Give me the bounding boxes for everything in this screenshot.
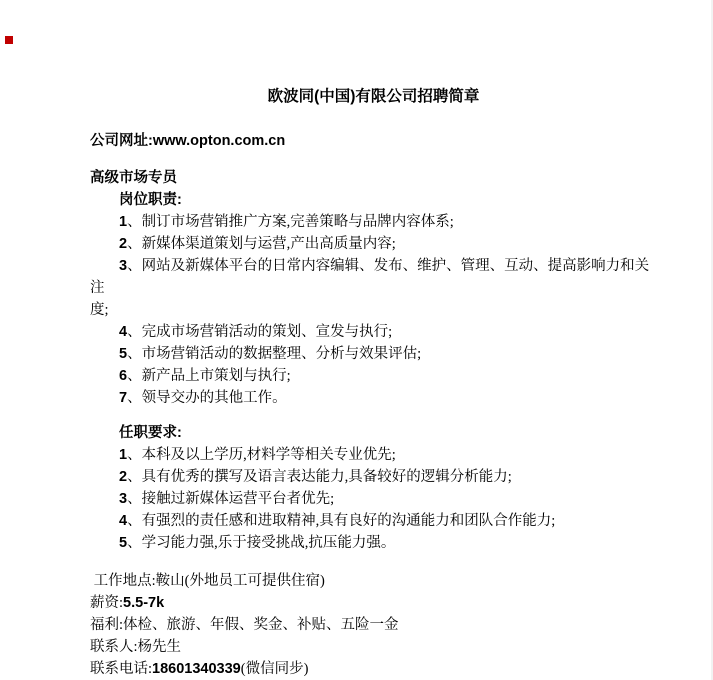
- job-info-block: [90, 570, 657, 680]
- contact-person-line: 联系人:杨先生: [90, 639, 182, 655]
- requirement-item-1-text: 、本科及以上学历,材料学等相关专业优先;: [127, 447, 396, 463]
- duty-item-1-text: 、制订市场营销推广方案,完善策略与品牌内容体系;: [127, 214, 454, 230]
- requirement-item-2-number: 2: [119, 469, 128, 485]
- requirement-item-3: [90, 488, 657, 510]
- duty-item-4-number: 4: [119, 324, 128, 340]
- doc-title: 欧波同(中国)有限公司招聘简章: [267, 88, 480, 105]
- salary-value: 5.5-7k: [123, 595, 165, 611]
- duty-item-2-text: 、新媒体渠道策划与运营,产出高质量内容;: [127, 236, 396, 252]
- requirement-item-5-number: 5: [119, 535, 128, 551]
- duty-item-3-continuation: 度;: [90, 302, 109, 318]
- requirement-item-1: [90, 444, 657, 466]
- requirement-item-5-text: 、学习能力强,乐于接受挑战,抗压能力强。: [127, 535, 396, 551]
- work-location-line: 工作地点:鞍山(外地员工可提供住宿): [90, 573, 325, 589]
- duty-item-1-number: 1: [119, 214, 128, 230]
- contact-phone-label: 联系电话:: [90, 661, 153, 677]
- duty-item-3-number: 3: [119, 258, 128, 274]
- company-website-label: 公司网址:: [90, 133, 153, 149]
- duty-item-5-number: 5: [119, 346, 128, 362]
- duty-item-6-text: 、新产品上市策划与执行;: [127, 368, 291, 384]
- contact-phone-line: [90, 658, 657, 680]
- salary-label: 薪资:: [90, 595, 124, 611]
- duty-item-4: [90, 321, 657, 343]
- duty-item-6-number: 6: [119, 368, 128, 384]
- red-mark: [5, 36, 13, 44]
- duty-item-4-text: 、完成市场营销活动的策划、宣发与执行;: [127, 324, 393, 340]
- duty-item-7-text: 、领导交办的其他工作。: [127, 390, 287, 406]
- requirement-item-3-number: 3: [119, 491, 128, 507]
- duty-item-3-text: 、网站及新媒体平台的日常内容编辑、发布、维护、管理、互动、提高影响力和关注: [90, 258, 650, 296]
- requirements-heading: 任职要求:: [119, 425, 182, 441]
- contact-phone-value: 18601340339: [152, 661, 241, 677]
- requirement-item-5: [90, 532, 657, 554]
- salary-line: [90, 592, 657, 614]
- requirement-item-4-number: 4: [119, 513, 128, 529]
- requirement-item-3-text: 、接触过新媒体运营平台者优先;: [127, 491, 335, 507]
- requirement-item-4-text: 、有强烈的责任感和进取精神,具有良好的沟通能力和团队合作能力;: [127, 513, 556, 529]
- duty-item-2: [90, 233, 657, 255]
- duties-heading: 岗位职责:: [119, 192, 182, 208]
- requirement-item-1-number: 1: [119, 447, 128, 463]
- duty-item-2-number: 2: [119, 236, 128, 252]
- requirement-item-2: [90, 466, 657, 488]
- requirement-item-2-text: 、具有优秀的撰写及语言表达能力,具备较好的逻辑分析能力;: [127, 469, 512, 485]
- duty-item-6: [90, 365, 657, 387]
- duty-item-1: [90, 211, 657, 233]
- position-title: 高级市场专员: [90, 170, 177, 186]
- duty-item-5: [90, 343, 657, 365]
- benefits-line: 福利:体检、旅游、年假、奖金、补贴、五险一金: [90, 617, 399, 633]
- requirement-item-4: [90, 510, 657, 532]
- duty-item-5-text: 、市场营销活动的数据整理、分析与效果评估;: [127, 346, 422, 362]
- contact-phone-suffix: (微信同步): [240, 661, 309, 677]
- duty-item-7-number: 7: [119, 390, 128, 406]
- company-website-url: www.opton.com.cn: [152, 133, 286, 149]
- duty-item-3: [90, 255, 657, 299]
- duty-item-7: [90, 387, 657, 409]
- company-website-line: [90, 130, 657, 152]
